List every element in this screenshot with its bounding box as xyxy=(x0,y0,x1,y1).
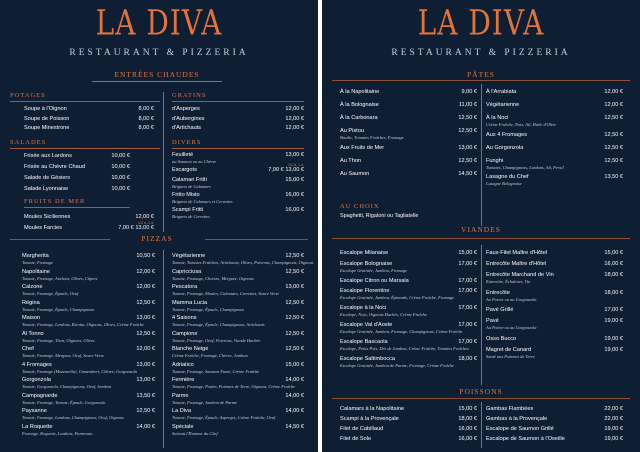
menu-item-description: Fromage, Roquette, Lardons, Parmesan xyxy=(22,430,93,436)
menu-item-price: 12,50 € xyxy=(285,315,304,321)
section-title-viandes xyxy=(442,225,520,234)
menu-item-price: 9,00 € xyxy=(461,89,477,95)
menu-item-price: 13,00 € xyxy=(285,284,304,290)
poissons-title-text: POISSONS xyxy=(459,387,503,396)
menu-item-name: Entrecôte Marchand de Vin xyxy=(486,272,554,278)
section-title-entrees xyxy=(92,70,222,82)
menu-item-name: Soupe de Poisson xyxy=(24,115,70,122)
menu-item-price: 18,00 € xyxy=(458,416,477,422)
subtitle-restaurant-pizzeria: RESTAURANT & PIZZERIA xyxy=(69,48,249,58)
menu-item-description: Suivant l'Humeur du Chef xyxy=(172,430,218,436)
menu-item-name: À la Napolitaine xyxy=(340,89,380,95)
potages-title-text: POTAGES xyxy=(10,92,46,99)
menu-item-price: 8,00 € xyxy=(138,115,154,122)
menu-item-price: 12,50 € xyxy=(285,268,304,275)
viandes-title-text: VIANDES xyxy=(461,225,501,234)
menu-item-name: Scampi Fritti xyxy=(172,207,204,213)
menu-item-description: Crème Fraîche, Fromage, Chèvre, Jambon xyxy=(172,353,248,358)
menu-item-name: Au Saumon xyxy=(340,170,370,177)
menu-item-description: Beignets de Calamars xyxy=(172,184,211,189)
menu-item-name: Lasagne du Chef xyxy=(486,174,529,180)
menu-item-price: 22,00 € xyxy=(604,406,623,412)
menu-item-name: Fritto Misto xyxy=(172,192,200,198)
menu-item-price: 13,50 € xyxy=(136,392,155,399)
section-title-fruits-de-mer xyxy=(24,198,130,208)
section-title-pates xyxy=(442,70,520,79)
menu-item-name: Calamars à la Napolitaine xyxy=(340,406,405,412)
menu-item-description: Crème Fraîche, Noix, Ail, Huile d'Olive xyxy=(486,122,557,127)
menu-item-name: Salade de Gésiers xyxy=(24,175,71,181)
menu-item-name: Scampi à la Provençale xyxy=(340,416,399,422)
menu-item-price: 17,00 € xyxy=(458,305,477,311)
menu-item-name: Escalope Val d'Aoste xyxy=(340,322,393,328)
menu-item-price: 16,00 € xyxy=(285,207,304,213)
menu-item-name: Au Thon xyxy=(340,157,362,164)
menu-item-description: Escalope, Petits Pois, Dés de Jambon, Crème Fraîche, Tomates Fraîches xyxy=(340,346,469,351)
menu-item-price: 12,50 € xyxy=(136,299,155,306)
poissons-rule xyxy=(332,398,630,399)
menu-item-description: Basilic, Tomates Fraîches, Fromage xyxy=(340,135,404,140)
menu-item-description: Tomate, Tomates Fraîches, Artichauts, Olives, Poivrons, Champignons, Oignons xyxy=(172,260,314,265)
menu-item-name: Magret de Canard xyxy=(486,346,532,353)
menu-item-price: 12,50 € xyxy=(285,330,304,337)
menu-item-price: 18,00 € xyxy=(604,272,623,278)
menu-item-price: 14,50 € xyxy=(458,170,477,177)
menu-item-description: Au Poivre ou au Gorgonzola xyxy=(486,296,537,302)
menu-item-price: 19,00 € xyxy=(604,335,623,342)
menu-item-name: La Roquette xyxy=(22,423,53,430)
menu-item-name: Napolitaine xyxy=(22,268,50,275)
menu-item-name: Parme xyxy=(172,392,189,399)
menu-item-name: Moules Siciliennes xyxy=(24,214,71,220)
pizzas-divider xyxy=(163,250,164,448)
au-choix-text: Spaghetti, Rigatoni ou Tagliatelle xyxy=(340,213,419,219)
menu-item-name: Filet de Cabillaud xyxy=(340,426,384,432)
section-title-salades xyxy=(10,139,160,149)
menu-item-name: Gambas à la Provençale xyxy=(486,416,548,422)
menu-item-description: Tomate, Fromage, Épaule, Champignons xyxy=(22,306,95,312)
menu-item-description: Tomate, Fromage, Anchois, Olives, Câpres xyxy=(22,275,98,281)
menu-item-name: Calamari Fritti xyxy=(172,177,207,183)
menu-item-description: Tomate, Fromage, Poulet, Pommes de Terre, Oignons, Crème Fraîche xyxy=(172,384,296,389)
menu-item-price: 12,50 € xyxy=(458,128,477,134)
menu-item-price: 13,00 € xyxy=(285,152,304,158)
menu-item-name: Campione xyxy=(172,330,198,337)
menu-item-description: Tomate, Fromage xyxy=(22,260,53,265)
menu-item-price: 12,50 € xyxy=(285,253,304,259)
menu-item-price: 18,00 € xyxy=(458,356,477,362)
menu-item-name: À la Carbonara xyxy=(340,115,378,121)
menu-item-price: 10,00 € xyxy=(111,164,130,170)
menu-item-portion-note: 1/2 d. 1 d. xyxy=(138,221,154,225)
menu-item-name: Mamma Lucia xyxy=(172,299,208,306)
menu-item-description: Tomate, Fromage (Mozzarella), Camembert, Chèvre, Gorgonzola xyxy=(22,368,137,374)
menu-item-name: 4 Fromages xyxy=(22,361,52,368)
menu-item-description: Tomate, Fromage, Tomate, Épaule, Gorgonzola xyxy=(22,399,106,405)
menu-item-name: Fermière xyxy=(172,377,195,383)
subtitle-restaurant-pizzeria-right: RESTAURANT & PIZZERIA xyxy=(391,48,571,58)
menu-item-name: Escalope Milanaise xyxy=(340,250,389,256)
menu-item-price: 15,00 € xyxy=(604,250,623,256)
menu-item-name: Aux 4 Fromages xyxy=(486,131,528,138)
entrees-rule xyxy=(92,81,222,82)
menu-item-description: Escalope, Noix, Oignons Hachés, Crème Fraîche xyxy=(340,312,427,317)
menu-item-name: Escalope Citron ou Marsala xyxy=(340,277,409,284)
menu-item-name: Maison xyxy=(22,315,41,321)
menu-item-description: Tomate, Fromage, Saumon Fumé, Crème Fraîche xyxy=(172,368,260,374)
menu-item-description: Escalope Gratinée, Jambon, Épinards, Crème Fraîche, Fromage xyxy=(340,295,455,300)
menu-item-price: 10,00 € xyxy=(111,153,130,159)
viandes-rule xyxy=(332,238,630,239)
menu-item-name: Végétarienne xyxy=(172,253,206,259)
menu-item-name: Escalope de Saumon à l'Oseille xyxy=(486,436,565,442)
menu-item-name: d'Aubergines xyxy=(172,115,205,122)
menu-item-price: 12,00 € xyxy=(604,89,623,95)
menu-item-price: 12,50 € xyxy=(458,157,477,164)
menu-item-name: Entrecôte Maître d'Hôtel xyxy=(486,261,547,267)
menu-item-description: au Saumon ou au Chèvre xyxy=(172,159,217,164)
viandes-divider xyxy=(481,245,482,385)
menu-item-name: Feuilleté xyxy=(172,152,194,158)
menu-item-price: 11,00 € xyxy=(458,102,477,108)
menu-item-name: Gorgonzola xyxy=(22,377,51,383)
logo-la-diva: LA DIVA xyxy=(95,1,223,43)
menu-item-description: Sauté aux Pommes de Terre xyxy=(486,353,535,359)
potages-rule xyxy=(10,101,160,102)
pizzas-rule-right xyxy=(205,239,308,240)
menu-item-name: Escargots xyxy=(172,167,197,173)
menu-item-name: Soupe Minestrone xyxy=(24,125,70,131)
menu-item-price: 12,00 € xyxy=(285,125,304,131)
menu-item-name: Végétarienne xyxy=(486,102,520,108)
menu-item-name: Salade Lyonnaise xyxy=(24,186,69,192)
poissons-divider xyxy=(481,402,482,448)
menu-item-description: Tomate, Fromage, Thon, Oignons, Olives xyxy=(22,337,95,343)
menu-item-price: 12,50 € xyxy=(285,299,304,306)
menu-item-price: 19,00 € xyxy=(604,346,623,353)
menu-item-price: 16,00 € xyxy=(458,426,477,432)
menu-item-price: 18,00 € xyxy=(604,289,623,296)
salades-title-text: SALADES xyxy=(10,139,47,146)
menu-item-price: 14,00 € xyxy=(285,408,304,414)
menu-item-name: Capricciosa xyxy=(172,268,202,275)
menu-item-price: 12,50 € xyxy=(285,346,304,352)
menu-item-description: Escalope Gratinée, Jambon de Parme, Fromage, Crème Fraîche xyxy=(340,363,454,368)
menu-item-name: Soupe à l'Oignon xyxy=(24,106,67,112)
menu-item-name: Campagnarde xyxy=(22,392,58,399)
menu-item-price: 15,00 € xyxy=(458,406,477,412)
menu-item-description: Tomates, Champignons, Lardons, Ail, Persil xyxy=(486,164,564,170)
menu-item-price: 15,00 € xyxy=(285,177,304,183)
menu-item-name: Aux Fruits de Mer xyxy=(340,144,385,151)
pates-title-text: PÂTES xyxy=(467,70,495,79)
menu-item-name: Faux-Filet Maître d'Hôtel xyxy=(486,250,548,256)
menu-item-name: Adriatico xyxy=(172,361,194,368)
menu-item-price: 7,00 € 13,00 € xyxy=(118,225,154,231)
menu-page-left xyxy=(0,0,318,452)
menu-item-price: 13,50 € xyxy=(604,174,623,180)
menu-item-price: 17,00 € xyxy=(458,260,477,267)
menu-item-price: 13,00 € xyxy=(136,361,155,368)
menu-item-price: 17,00 € xyxy=(458,277,477,284)
menu-item-name: Filet de Sole xyxy=(340,436,372,442)
menu-item-price: 14,00 € xyxy=(136,423,155,430)
menu-item-description: Au Poivre ou au Gorgonzola xyxy=(486,325,537,330)
au-choix-title-text: AU CHOIX xyxy=(340,203,380,210)
menu-item-price: 15,00 € xyxy=(458,250,477,256)
divers-title-text: DIVERS xyxy=(172,139,202,146)
menu-item-price: 12,50 € xyxy=(604,115,623,121)
menu-item-name: Escalope Bascaola xyxy=(340,339,388,345)
menu-item-price: 17,00 € xyxy=(604,307,623,313)
salades-rule xyxy=(10,148,160,149)
section-title-au-choix xyxy=(340,203,400,210)
menu-item-name: Entrecôte xyxy=(486,289,510,296)
menu-item-price: 12,00 € xyxy=(285,106,304,112)
menu-item-price: 12,00 € xyxy=(285,115,304,122)
menu-item-name: Frisée aux Lardons xyxy=(24,153,72,159)
menu-item-price: 12,50 € xyxy=(604,144,623,151)
pizzas-rule-left xyxy=(10,239,110,240)
menu-item-description: Tomate, Gorgonzola, Champignons, Oeuf, Jambon xyxy=(22,384,112,389)
menu-item-name: Chef xyxy=(22,346,34,352)
menu-item-price: 14,00 € xyxy=(285,377,304,383)
menu-item-name: d'Asperges xyxy=(172,106,200,112)
menu-item-price: 8,00 € xyxy=(138,106,154,112)
menu-item-price: 22,00 € xyxy=(604,416,623,422)
menu-item-name: Escalope à la Noci xyxy=(340,305,387,311)
menu-item-price: 17,00 € xyxy=(458,322,477,328)
menu-item-name: 4 Saisons xyxy=(172,315,197,321)
menu-item-price: 12,50 € xyxy=(136,330,155,337)
menu-item-name: Escalope Saltimbocca xyxy=(340,356,396,362)
menu-item-price: 14,50 € xyxy=(285,423,304,430)
menu-item-description: Tomate, Fromage, Jambon de Parme xyxy=(172,399,238,405)
menu-item-name: Au Pistou xyxy=(340,128,364,134)
menu-item-name: Gambas Flambées xyxy=(486,406,534,412)
menu-item-price: 12,50 € xyxy=(604,131,623,138)
menu-item-price: 10,00 € xyxy=(111,186,130,192)
section-title-potages xyxy=(10,92,160,102)
menu-item-name: Au Gorgonzola xyxy=(486,144,524,151)
menu-item-description: Tomate, Fromage, Lardons, Ricotta, Oignons, Olives, Crème Fraîche xyxy=(22,322,144,327)
pizzas-title-text: PIZZAS xyxy=(141,234,173,243)
menu-item-description: Tomate, Fromage, Épaule, Champignons, Artichauts xyxy=(172,322,265,327)
menu-item-description: Tomate, Fromage, Oeuf, Poivrons, Viande Hachée xyxy=(172,337,261,343)
menu-item-name: Pavé xyxy=(486,318,499,324)
menu-item-name: Régina xyxy=(22,299,40,306)
menu-item-price: 8,00 € xyxy=(138,125,154,131)
divers-rule xyxy=(172,148,304,149)
menu-item-price: 19,00 € xyxy=(604,426,623,432)
menu-item-name: Paysanne xyxy=(22,408,47,414)
menu-item-description: Tomate, Fromage, Lardons, Champignons, Oeuf, Oignons xyxy=(22,415,124,420)
gratins-title-text: GRATINS xyxy=(172,92,207,99)
menu-item-price: 16,00 € xyxy=(285,192,304,198)
menu-item-price: 12,00 € xyxy=(604,102,623,108)
menu-item-price: 10,50 € xyxy=(136,253,155,259)
gratins-rule xyxy=(172,101,304,102)
menu-item-price: 17,00 € xyxy=(458,288,477,294)
menu-item-name: Escalope de Saumon Grillé xyxy=(486,426,554,432)
menu-item-description: Tomate, Fromage, Merguez, Oeuf, Sauce Verte xyxy=(22,353,104,358)
menu-item-price: 14,00 € xyxy=(285,392,304,399)
menu-item-name: Blanche Neige xyxy=(172,346,209,352)
menu-item-price: 12,50 € xyxy=(136,408,155,414)
menu-item-name: Calzone xyxy=(22,284,43,290)
menu-item-description: Beignets de Crevettes xyxy=(172,214,210,219)
menu-item-name: À la Bolognaise xyxy=(340,102,379,108)
menu-item-name: d'Artichauts xyxy=(172,125,202,131)
pates-rule xyxy=(332,80,630,81)
menu-item-description: Lasagne Bolognaise xyxy=(486,181,522,186)
menu-item-description: Tomate, Fromage, Épaule, Asperges, Crème Fraîche, Oeuf xyxy=(172,415,276,420)
menu-item-description: Escalope Gratinée, Jambon, Fromage xyxy=(340,267,408,273)
menu-item-price: 19,00 € xyxy=(604,318,623,324)
menu-item-name: La Diva xyxy=(172,408,191,414)
menu-item-portion-note: 1/2 d. 1 d. xyxy=(288,163,304,167)
menu-item-price: 19,00 € xyxy=(604,436,623,442)
menu-item-name: Pavé Grillé xyxy=(486,307,514,313)
menu-item-price: 16,00 € xyxy=(458,436,477,442)
column-divider xyxy=(163,92,164,232)
section-title-gratins xyxy=(172,92,304,102)
menu-item-name: Moules Farcies xyxy=(24,225,62,231)
menu-item-name: À l'Arrabiata xyxy=(486,89,517,95)
menu-item-name: Escalope Bolognaise xyxy=(340,260,393,267)
menu-item-price: 12,00 € xyxy=(136,268,155,275)
menu-page-right xyxy=(322,0,640,452)
logo-la-diva-right: LA DIVA xyxy=(417,1,545,43)
menu-item-price: 15,00 € xyxy=(285,361,304,368)
section-title-poissons xyxy=(442,387,520,396)
menu-item-description: Tomate, Fromage, Chorizo, Merguez, Oignons xyxy=(172,275,254,281)
menu-item-price: 17,00 € xyxy=(458,339,477,345)
section-title-divers xyxy=(172,139,304,149)
menu-item-price: 13,00 € xyxy=(136,315,155,321)
menu-item-price: 7,00 € 13,00 € xyxy=(268,167,304,173)
menu-item-name: À la Noci xyxy=(486,115,509,121)
menu-item-name: Frisée au Chèvre Chaud xyxy=(24,164,85,170)
menu-item-description: Beignets de Calamars et Crevettes xyxy=(172,199,233,204)
section-title-pizzas xyxy=(112,234,202,243)
fruits-de-mer-title-text: FRUITS DE MER xyxy=(24,198,86,205)
menu-item-price: 13,00 € xyxy=(458,144,477,151)
menu-item-name: Escalope Florentine xyxy=(340,288,390,294)
menu-item-price: 12,50 € xyxy=(604,157,623,164)
menu-item-description: Tomate, Fromage, Épaule, Oeuf xyxy=(22,291,79,296)
menu-item-price: 12,50 € xyxy=(458,115,477,121)
menu-item-name: Margherita xyxy=(22,253,49,259)
menu-item-price: 12,00 € xyxy=(136,346,155,352)
menu-item-description: Tomate, Fromage, Moules, Calamars, Crevettes, Sauce Verte xyxy=(172,291,279,296)
fruits-de-mer-rule xyxy=(24,207,130,208)
menu-item-description: Escalope Gratinée, Jambon, Fromage, Champignons, Crème Fraîche xyxy=(340,329,463,334)
menu-item-name: Osso Bucco xyxy=(486,335,517,342)
menu-item-price: 12,00 € xyxy=(135,214,154,220)
menu-item-name: Al Tonno xyxy=(22,330,44,337)
menu-item-price: 10,00 € xyxy=(111,175,130,181)
entrees-title-text: ENTRÉES CHAUDES xyxy=(114,70,200,79)
menu-item-name: Spéciale xyxy=(172,423,194,430)
menu-item-name: Pescatora xyxy=(172,284,198,290)
menu-item-name: Funghi xyxy=(486,157,504,164)
menu-item-price: 12,00 € xyxy=(136,284,155,290)
menu-item-price: 16,00 € xyxy=(604,261,623,267)
menu-item-price: 13,00 € xyxy=(136,377,155,383)
pates-divider xyxy=(481,84,482,226)
menu-item-description: Tomate, Fromage, Épaule, Champignons xyxy=(172,306,245,312)
menu-item-description: Entrecôte, Échalotes, Vin xyxy=(486,279,531,284)
